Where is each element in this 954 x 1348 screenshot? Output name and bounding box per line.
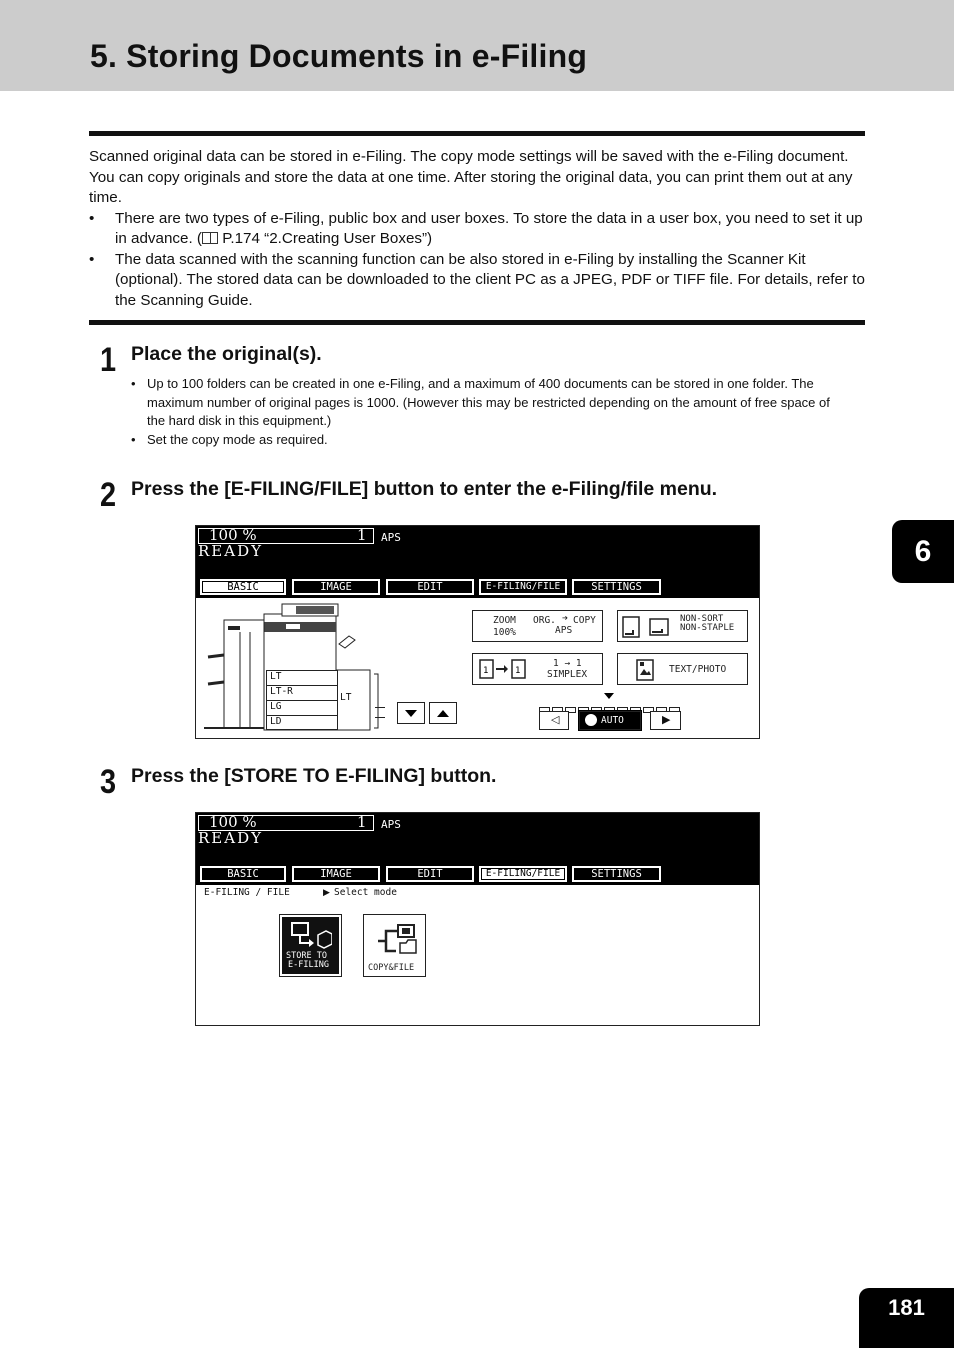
play-icon: ▶	[323, 887, 330, 897]
breadcrumb: E-FILING / FILE	[204, 887, 290, 898]
step-number: 3	[100, 763, 117, 801]
zoom-readout: 100 %	[209, 813, 257, 831]
bullet-dot: •	[131, 376, 136, 391]
auto-density-button[interactable]	[579, 711, 641, 730]
page-number: 181	[859, 1288, 954, 1348]
finishing-button[interactable]	[617, 610, 748, 642]
triangle-down-icon	[405, 710, 417, 717]
tray-item[interactable]: LT-R	[266, 685, 338, 700]
finish-label: NON-SORT	[680, 614, 724, 624]
select-mode-prompt: Select mode	[334, 887, 397, 898]
store-to-efiling-button[interactable]	[279, 914, 342, 977]
copies-readout: 1	[357, 813, 367, 831]
sort-pages-icon	[622, 616, 674, 640]
copy-file-label: COPY&FILE	[368, 963, 415, 973]
darker-button[interactable]	[650, 711, 681, 730]
zoom-label: ZOOM	[493, 615, 516, 626]
auto-label: AUTO	[601, 715, 624, 726]
copies-readout: 1	[357, 526, 367, 544]
intro-block	[89, 147, 865, 311]
triangle-up-icon	[437, 710, 449, 717]
bullet-dot: •	[131, 431, 136, 447]
step-number: 2	[100, 476, 117, 514]
duplex-pages-icon	[478, 658, 534, 682]
control-panel-efiling	[195, 812, 760, 1026]
step-notes	[131, 375, 851, 449]
bullet-text: The data scanned with the scanning function can be also stored in e-Filing by installing the Scanner Kit (optional). The stored data can be downloaded to the client PC as a JPEG, PDF or TIFF file. For details, refer to the Scanning Guide.	[115, 250, 865, 309]
original-label: ORG.	[533, 615, 556, 626]
bullet-reference[interactable]: P.174 “2.Creating User Boxes”)	[217, 230, 433, 247]
image-mode-label: TEXT/PHOTO	[669, 664, 727, 675]
tab-image[interactable]: IMAGE	[292, 866, 380, 882]
panel-status-bar	[196, 813, 760, 885]
duplex-button[interactable]	[472, 653, 603, 685]
tab-settings[interactable]: SETTINGS	[572, 579, 661, 595]
tab-edit[interactable]: EDIT	[386, 866, 474, 882]
intro-bullet	[89, 209, 865, 250]
section-rule-top	[89, 131, 865, 136]
image-mode-button[interactable]	[617, 653, 748, 685]
density-marker-icon	[604, 693, 614, 699]
bypass-tray[interactable]: LT	[340, 692, 352, 703]
tab-settings[interactable]: SETTINGS	[572, 866, 661, 882]
duplex-label: 1 → 1	[553, 658, 582, 669]
finish-label: NON-STAPLE	[680, 623, 735, 633]
panel-status-bar	[196, 526, 760, 598]
note-item	[131, 431, 851, 450]
section-rule-bottom	[89, 320, 865, 325]
zoom-value: 100%	[493, 627, 516, 638]
note-item	[131, 375, 851, 431]
note-text: Up to 100 folders can be created in one e-Filing, and a maximum of 400 documents can be stored in one folder. The maximum number of original pages is 1000. (However this may be restricted depending on the amount of free space of the hard disk in this equipment.)	[147, 376, 830, 428]
step-title: Press the [STORE TO E-FILING] button.	[131, 765, 497, 787]
zoom-button[interactable]	[472, 610, 603, 642]
tab-basic[interactable]: BASIC	[200, 866, 286, 882]
status-text: READY	[198, 829, 264, 847]
scroll-down-button[interactable]	[397, 702, 425, 724]
tab-edit[interactable]: EDIT	[386, 579, 474, 595]
tray-list	[266, 670, 338, 730]
arrow-left-icon: ◁	[551, 714, 560, 726]
aps-label: APS	[555, 625, 573, 636]
tray-item[interactable]: LT	[266, 670, 338, 685]
tab-efiling-file[interactable]: E-FILING/FILE	[479, 579, 567, 595]
store-label: STORE TO	[286, 951, 327, 961]
paper-mode: APS	[381, 531, 401, 544]
note-text: Set the copy mode as required.	[147, 431, 328, 447]
arrow-right-icon: ➔	[562, 613, 569, 624]
paper-mode: APS	[381, 818, 401, 831]
chapter-tab[interactable]: 6	[892, 520, 954, 583]
tray-indicator-icon	[375, 707, 385, 718]
lighter-button[interactable]	[539, 711, 569, 730]
page-title: 5. Storing Documents in e-Filing	[90, 38, 588, 74]
control-panel-basic	[195, 525, 760, 739]
bullet-dot: •	[89, 209, 95, 227]
svg-text:1: 1	[483, 666, 489, 676]
copy-and-file-button[interactable]	[363, 914, 426, 977]
copy-file-icon	[374, 923, 418, 957]
copy-label: COPY	[573, 615, 596, 626]
status-text: READY	[198, 542, 264, 560]
arrow-right-icon: ▶	[662, 714, 671, 726]
svg-text:1: 1	[515, 666, 521, 676]
step-title: Place the original(s).	[131, 343, 322, 365]
tray-item[interactable]: LG	[266, 700, 338, 715]
bullet-dot: •	[89, 250, 95, 268]
photo-icon	[636, 659, 656, 681]
book-icon	[202, 232, 218, 244]
store-to-box-icon	[290, 921, 332, 949]
duplex-mode: SIMPLEX	[547, 669, 588, 680]
tab-efiling-file[interactable]: E-FILING/FILE	[479, 866, 567, 882]
bullet-text: There are two types of e-Filing, public box and user boxes. To store the data in a user box, you need to set it up in advance. (	[115, 209, 863, 247]
page-header	[0, 0, 954, 91]
zoom-readout: 100 %	[209, 526, 257, 544]
intro-paragraph: Scanned original data can be stored in e-Filing. The copy mode settings will be saved with the e-Filing document. You can copy originals and store the data at one time. After storing the original data, you can print them out at any time.	[89, 148, 853, 206]
tab-basic[interactable]: BASIC	[200, 579, 286, 595]
intro-bullet	[89, 250, 865, 312]
store-label: E-FILING	[288, 960, 329, 970]
auto-icon	[584, 713, 598, 727]
density-scale	[539, 700, 681, 706]
scroll-up-button[interactable]	[429, 702, 457, 724]
store-button-face	[282, 917, 339, 974]
tray-item[interactable]: LD	[266, 715, 338, 730]
tab-image[interactable]: IMAGE	[292, 579, 380, 595]
step-number: 1	[100, 341, 117, 379]
step-title: Press the [E-FILING/FILE] button to enter the e-Filing/file menu.	[131, 478, 718, 500]
